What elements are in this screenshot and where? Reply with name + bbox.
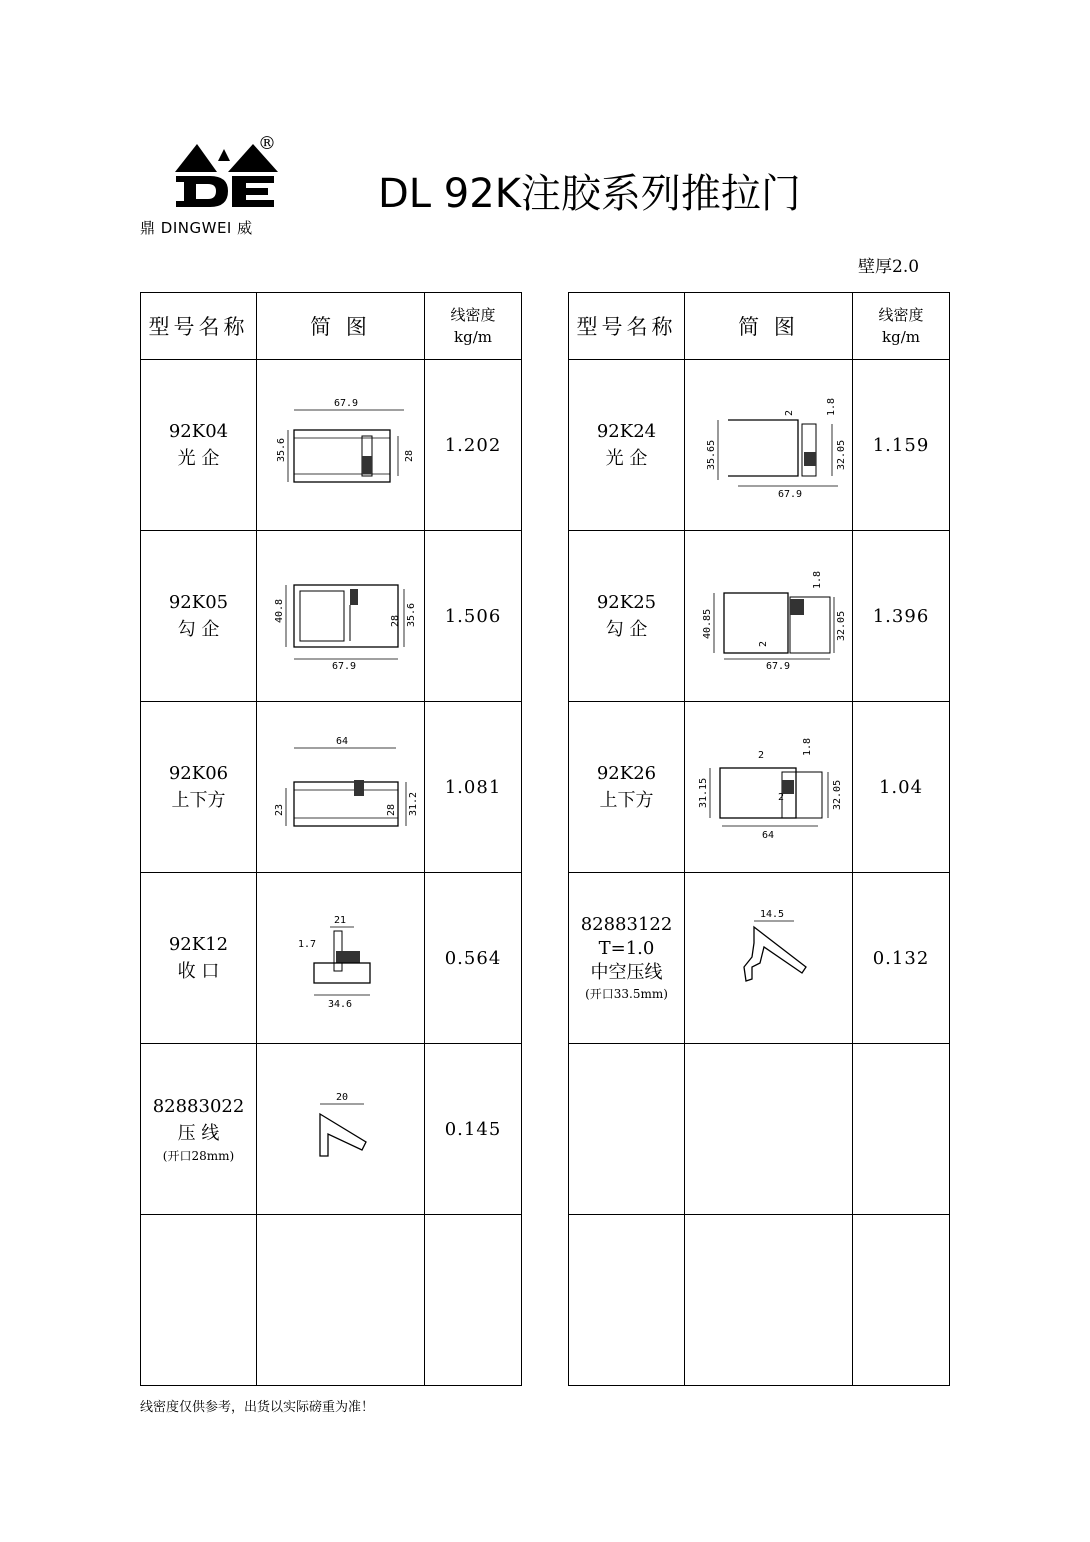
density-cell: 1.202 xyxy=(425,360,522,531)
header-density: 线密度 kg/m xyxy=(853,293,950,360)
svg-text:28: 28 xyxy=(389,614,401,627)
table-row xyxy=(141,531,522,702)
svg-text:32.05: 32.05 xyxy=(831,779,843,810)
model-cell: 82883022 压 线 (开口28mm) xyxy=(141,1044,257,1215)
svg-text:67.9: 67.9 xyxy=(765,661,790,672)
header-drawing: 简 图 xyxy=(685,293,853,360)
profile-drawing xyxy=(257,1044,425,1215)
table-row xyxy=(141,702,522,873)
table-row xyxy=(141,1215,522,1386)
model-cell xyxy=(569,1044,685,1215)
profile-92k26-drawing xyxy=(694,732,844,842)
svg-text:35.6: 35.6 xyxy=(405,602,417,627)
profile-drawing xyxy=(257,702,425,873)
model-cell: 92K04 光 企 xyxy=(141,360,257,531)
density-cell: 0.564 xyxy=(425,873,522,1044)
model-cell: 92K06 上下方 xyxy=(141,702,257,873)
profile-table-left xyxy=(140,292,522,1386)
svg-text:14.5: 14.5 xyxy=(759,909,784,920)
profile-drawing xyxy=(257,1215,425,1386)
profile-drawing xyxy=(685,1215,853,1386)
header-model: 型号名称 xyxy=(141,293,257,360)
svg-text:1.8: 1.8 xyxy=(825,397,837,416)
svg-text:64: 64 xyxy=(335,736,348,747)
svg-text:32.05: 32.05 xyxy=(835,439,847,470)
header-model: 型号名称 xyxy=(569,293,685,360)
table-row xyxy=(141,360,522,531)
profile-drawing xyxy=(685,873,853,1044)
table-row xyxy=(569,360,950,531)
model-cell: 92K05 勾 企 xyxy=(141,531,257,702)
profile-drawing xyxy=(257,360,425,531)
svg-text:64: 64 xyxy=(761,830,774,841)
footnote: 线密度仅供参考，出货以实际磅重为准！ xyxy=(140,1400,375,1415)
svg-text:23: 23 xyxy=(273,803,285,816)
svg-text:2: 2 xyxy=(783,409,795,416)
profile-92k24-drawing xyxy=(694,390,847,500)
model-cell: 82883122 T=1.0 中空压线 (开口33.5mm) xyxy=(569,873,685,1044)
profile-92k06-drawing xyxy=(266,732,419,842)
density-cell: 1.04 xyxy=(853,702,950,873)
profile-drawing xyxy=(685,1044,853,1215)
svg-text:31.2: 31.2 xyxy=(407,791,419,816)
profile-92k12-drawing xyxy=(266,903,416,1013)
profile-drawing xyxy=(257,873,425,1044)
profile-92k05-drawing xyxy=(266,561,416,671)
density-cell xyxy=(853,1044,950,1215)
header-density: 线密度 kg/m xyxy=(425,293,522,360)
profile-drawing xyxy=(685,360,853,531)
svg-text:1.8: 1.8 xyxy=(811,570,823,589)
model-cell: 92K25 勾 企 xyxy=(569,531,685,702)
density-cell: 0.145 xyxy=(425,1044,522,1215)
table-header xyxy=(569,293,950,360)
model-cell: 92K26 上下方 xyxy=(569,702,685,873)
svg-text:20: 20 xyxy=(335,1092,348,1103)
svg-text:35.6: 35.6 xyxy=(275,437,287,462)
svg-text:35.65: 35.65 xyxy=(705,439,717,470)
svg-text:32.05: 32.05 xyxy=(835,610,847,641)
density-cell xyxy=(425,1215,522,1386)
wall-thickness: 壁厚2.0 xyxy=(858,257,920,277)
table-row xyxy=(141,873,522,1044)
svg-text:34.6: 34.6 xyxy=(327,999,352,1010)
table-row xyxy=(569,1215,950,1386)
model-cell xyxy=(569,1215,685,1386)
profile-drawing xyxy=(685,531,853,702)
svg-text:67.9: 67.9 xyxy=(331,661,356,672)
table-row xyxy=(141,1044,522,1215)
profile-82883022-drawing xyxy=(266,1074,416,1184)
model-cell: 92K12 收 口 xyxy=(141,873,257,1044)
svg-text:67.9: 67.9 xyxy=(777,489,802,500)
svg-text:28: 28 xyxy=(385,803,397,816)
density-cell: 1.081 xyxy=(425,702,522,873)
profile-82883122-drawing xyxy=(694,903,844,1013)
svg-text:40.85: 40.85 xyxy=(701,608,713,639)
svg-text:40.8: 40.8 xyxy=(273,598,285,623)
model-cell: 92K24 光 企 xyxy=(569,360,685,531)
svg-text:67.9: 67.9 xyxy=(333,398,358,409)
svg-text:2: 2 xyxy=(757,750,764,761)
svg-text:2: 2 xyxy=(757,640,769,647)
profile-92k25-drawing xyxy=(694,561,847,672)
svg-text:2: 2 xyxy=(777,792,784,803)
model-cell xyxy=(141,1215,257,1386)
table-row xyxy=(569,531,950,702)
profile-drawing xyxy=(257,531,425,702)
density-cell xyxy=(853,1215,950,1386)
svg-text:21: 21 xyxy=(333,915,346,926)
profile-92k04-drawing xyxy=(266,390,416,500)
profile-table-right xyxy=(568,292,950,1386)
density-cell: 1.159 xyxy=(853,360,950,531)
page-title: DL 92K注胶系列推拉门 xyxy=(378,171,801,217)
brand-name: 鼎 DINGWEI 威 xyxy=(140,219,253,237)
brand-logo xyxy=(140,135,300,245)
profile-drawing xyxy=(685,702,853,873)
header-drawing: 简 图 xyxy=(257,293,425,360)
svg-text:28: 28 xyxy=(403,449,415,462)
table-row xyxy=(569,702,950,873)
registered-mark: ® xyxy=(258,133,276,154)
svg-text:31.15: 31.15 xyxy=(697,777,709,808)
table-row xyxy=(569,873,950,1044)
density-cell: 1.506 xyxy=(425,531,522,702)
density-cell: 0.132 xyxy=(853,873,950,1044)
svg-text:1.7: 1.7 xyxy=(297,939,316,950)
table-header xyxy=(141,293,522,360)
density-cell: 1.396 xyxy=(853,531,950,702)
table-row xyxy=(569,1044,950,1215)
svg-text:1.8: 1.8 xyxy=(801,737,813,756)
